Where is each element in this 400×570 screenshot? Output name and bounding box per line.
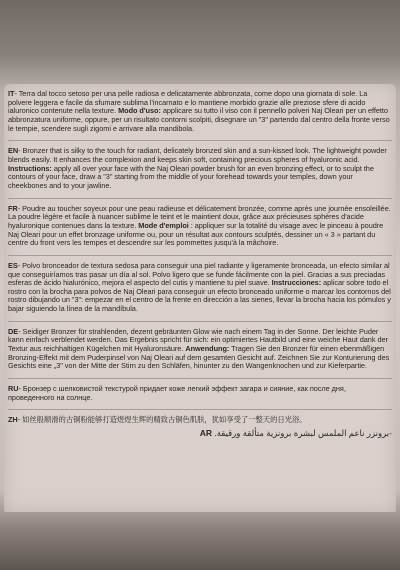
language-code: RU [8,384,19,394]
instructions-label: Modo d'uso: [118,106,161,116]
language-code: ES [8,260,18,270]
section-description: -برونزر ناعم الملمس لبشرة برونزية متألقة ورقيقة. [214,428,392,439]
section-it [8,90,392,141]
section-instructions: Tragen Sie den Bronzer für einen ebenmäßigen Bronzing-Effekt mit dem Puderpinsel von Naj Oleari auf dem gesamten Gesicht auf. Zeichnen Sie zur Konturierung des Gesichts eine „3" von der Mitte der Stirn zu den Schläfen, hinunter zu den Wangenknochen und zur Kieferpartie. [8,344,390,371]
section-instructions: apply all over your face with the Naj Oleari powder brush for an even bronzing effect, or to sculpt the contours of your face, draw a "3" starting from the middle of your forehead towards your temples, down your cheekbones and to your jawline. [8,163,374,190]
section-instructions: : appliquer sur la totalité du visage avec le pinceau à poudre Naj Oleari pour un effet bronzage uniforme ou, pour un résultat aux contours sculptés, dessiner un « 3 » partant du centre du front vers les tempes et descendre sur les pommettes jusqu'à la mâchoire. [8,220,384,248]
section-ru [8,385,392,410]
section-description: - Polvo bronceador de textura sedosa para conseguir una piel radiante y ligeramente bronceada, un efecto similar al que conseguiríamos tras pasar un día al sol. Polvo ligero que se funde fácilmente con la piel. Gracias a sus preciadas esferas de ácido hialurónico, mejora el aspecto del cutis y mantiene tu piel suave. [8,260,390,288]
section-instructions: aplicar sobre todo el rostro con la brocha para polvos de Naj Oleari para conseguir un efecto bronceado uniforme o marcar los contornos del rostro dibujando un "3": empezar en el centro de la frente en dirección a las sienes, llevar la brocha hacia los pómulos y bajar siguiendo la línea de la mandíbula. [8,278,391,314]
language-code: FR [8,203,18,213]
language-code: IT [8,89,15,98]
section-description: - Seidiger Bronzer für strahlenden, dezent gebräunten Glow wie nach einem Tag in der Sonne. Der leichte Puder kann einfach verblendet werden. Das Ergebnis spricht für sich: ein optimiertes Hautbild und eine weiche Haut dank der Textur aus reichhaltigen Kügelchen mit Hyaluronsäure. [8,326,388,354]
section-es [8,262,392,322]
language-code: DE [8,326,19,336]
language-code: ZH [8,415,18,425]
section-description: - Bronzer that is silky to the touch for radiant, delicately bronzed skin and a sun-kissed look. The lightweight powder blends easily. It enhances the complexion and keeps skin soft, containing precious spheres of hyaluronic acid. [8,146,387,164]
instructions-label: Mode d'emploi [138,220,189,230]
instructions-label: Instructions: [8,163,52,173]
language-code: EN [8,146,19,156]
section-description: - 如丝般顺滑的古铜粉能够打造煜煜生辉的精致古铜色肌肤，犹如享受了一整天的日光浴。 [17,415,307,425]
section-description: - Бронзер с шелковистой текстурой придает коже легкий эффект загара и сияние, как после дня, проведенного на солнце. [8,384,346,402]
section-instructions: applicare su tutto il viso con il pennello polveri Naj Oleari per un effetto abbronzatura uniforme, oppure, per un risultato contorni scolpiti, disegnare un "3" partendo dal centro della fronte verso le tempie, scendere sugli zigomi e arrivare alla mandibola. [8,106,390,133]
language-code: AR [199,428,212,439]
section-fr [8,205,392,256]
section-ar [8,428,392,438]
section-en [8,147,392,198]
section-zh [8,416,392,425]
section-description: - Terra dal tocco setoso per una pelle radiosa e delicatamente abbronzata, come dopo una giornata di sole. La polvere leggera e facile da sfumare sublima l'incarnato e lo mantiene morbido grazie alle preziose sfere di acido ialuronico contenute nella texture. [8,89,368,116]
label-text-block [8,90,392,438]
section-de [8,328,392,379]
section-description: - Poudre au toucher soyeux pour une peau radieuse et délicatement bronzée, comme après une journée ensoleillée. La poudre légère et facile à nuancer sublime le teint et le maintient doux, grâce aux précieuses sphères d'acide hyaluronique contenues dans la texture. [8,203,391,230]
instructions-label: Instrucciones: [271,278,322,288]
instructions-label: Anwendung: [185,344,230,354]
